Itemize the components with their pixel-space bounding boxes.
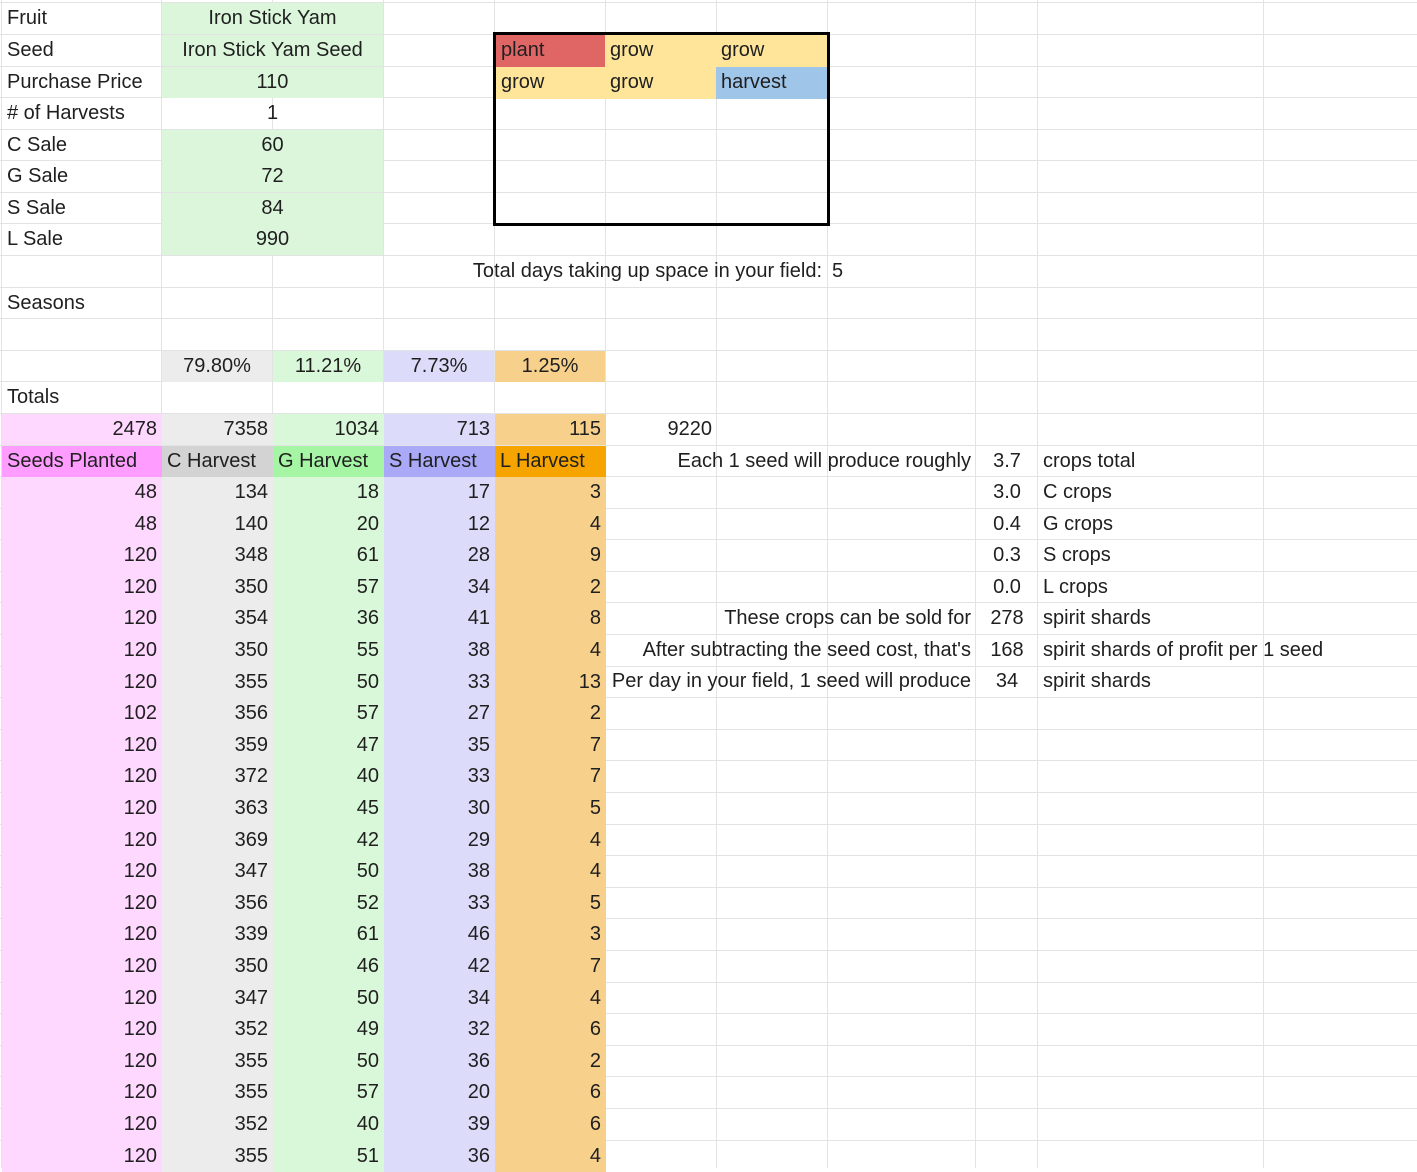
cell-seeds-planted[interactable]: 120 [2,951,162,983]
summary-value[interactable]: 278 [990,607,1024,629]
cell-price-value[interactable]: 110 [162,67,383,98]
summary-value[interactable]: 168 [990,639,1024,661]
totals-label[interactable]: Totals [7,386,60,408]
cell-c-harvest[interactable]: 356 [162,698,273,730]
cell-s-harvest[interactable]: 30 [384,793,495,825]
cell-s-harvest[interactable]: 27 [384,698,495,730]
cell-s-harvest[interactable]: 29 [384,825,495,856]
summary-unit[interactable]: L crops [1043,576,1108,598]
cell-g-harvest[interactable]: 40 [273,761,384,793]
cell-g-harvest[interactable]: 50 [273,1046,384,1077]
cell-g-harvest[interactable]: 36 [273,603,384,635]
cell-g-harvest[interactable]: 55 [273,635,384,667]
cell-s-harvest[interactable]: 35 [384,730,495,761]
cell-c-harvest[interactable]: 350 [162,635,273,667]
cell-s-harvest[interactable]: 36 [384,1141,495,1172]
cell-s-harvest[interactable]: 17 [384,477,495,509]
cell-seeds-planted[interactable]: 120 [2,761,162,793]
cell-g-harvest[interactable]: 45 [273,793,384,825]
cell-g-sale-label[interactable]: G Sale [7,165,69,187]
cell-c-harvest[interactable]: 355 [162,667,273,698]
cell-c-harvest[interactable]: 347 [162,983,273,1014]
cell-s-harvest[interactable]: 38 [384,635,495,667]
summary-value[interactable]: 34 [995,670,1019,692]
cell-l-sale-label[interactable]: L Sale [7,228,63,250]
cell-seeds-planted[interactable]: 120 [2,572,162,603]
cell-c-harvest[interactable]: 339 [162,919,273,951]
cell-s-harvest[interactable]: 42 [384,951,495,983]
cell-l-harvest[interactable]: 5 [495,793,606,825]
calendar-cell-grow[interactable]: grow [496,67,605,99]
cell-fruit-label[interactable]: Fruit [7,7,47,29]
percent-s[interactable]: 7.73% [384,351,494,382]
cell-c-harvest[interactable]: 352 [162,1109,273,1141]
cell-c-harvest[interactable]: 355 [162,1046,273,1077]
cell-l-sale-value[interactable]: 990 [162,224,383,255]
cell-seeds-planted[interactable]: 120 [2,635,162,667]
cell-g-harvest[interactable]: 49 [273,1014,384,1046]
cell-c-sale-value[interactable]: 60 [162,130,383,161]
cell-l-harvest[interactable]: 6 [495,1077,606,1109]
cell-s-harvest[interactable]: 46 [384,919,495,951]
cell-s-harvest[interactable]: 20 [384,1077,495,1109]
cell-l-harvest[interactable]: 7 [495,761,606,793]
cell-l-harvest[interactable]: 4 [495,509,606,540]
summary-unit[interactable]: C crops [1043,481,1112,503]
percent-l[interactable]: 1.25% [495,351,605,382]
cell-l-harvest[interactable]: 4 [495,1141,606,1172]
header-seeds-planted[interactable]: Seeds Planted [2,446,162,477]
cell-seed-value[interactable]: Iron Stick Yam Seed [162,35,383,66]
summary-label[interactable]: Per day in your field, 1 seed will produce [611,670,971,692]
percent-g[interactable]: 11.21% [273,351,383,382]
cell-seed-label[interactable]: Seed [7,39,54,61]
calendar-cell-plant[interactable]: plant [496,35,605,67]
cell-s-harvest[interactable]: 41 [384,603,495,635]
cell-c-sale-label[interactable]: C Sale [7,134,68,156]
cell-l-harvest[interactable]: 2 [495,572,606,603]
percent-c[interactable]: 79.80% [162,351,272,382]
calendar-cell-harvest[interactable]: harvest [716,67,827,99]
header-l-harvest[interactable]: L Harvest [495,446,606,477]
cell-harvests-label[interactable]: # of Harvests [7,102,125,124]
cell-seeds-planted[interactable]: 120 [2,540,162,572]
summary-label[interactable]: Each 1 seed will produce roughly [677,450,971,472]
cell-s-harvest[interactable]: 33 [384,888,495,919]
summary-value[interactable]: 0.3 [993,544,1021,566]
calendar-cell-grow[interactable]: grow [605,67,716,99]
cell-g-harvest[interactable]: 50 [273,856,384,888]
cell-c-harvest[interactable]: 359 [162,730,273,761]
cell-l-harvest[interactable]: 7 [495,951,606,983]
cell-seeds-planted[interactable]: 120 [2,983,162,1014]
seasons-label[interactable]: Seasons [7,292,85,314]
total-s[interactable]: 713 [384,414,495,445]
cell-l-harvest[interactable]: 6 [495,1014,606,1046]
cell-l-harvest[interactable]: 6 [495,1109,606,1141]
calendar-cell-grow[interactable]: grow [716,35,827,67]
cell-g-harvest[interactable]: 47 [273,730,384,761]
header-s-harvest[interactable]: S Harvest [384,446,495,477]
cell-g-harvest[interactable]: 57 [273,1077,384,1109]
summary-unit[interactable]: spirit shards [1043,670,1151,692]
cell-seeds-planted[interactable]: 120 [2,1014,162,1046]
summary-label[interactable] [606,572,976,603]
cell-c-harvest[interactable]: 347 [162,856,273,888]
cell-s-harvest[interactable]: 36 [384,1046,495,1077]
summary-unit[interactable]: crops total [1043,450,1136,472]
cell-l-harvest[interactable]: 2 [495,698,606,730]
cell-s-sale-label[interactable]: S Sale [7,197,66,219]
cell-c-harvest[interactable]: 369 [162,825,273,856]
cell-seeds-planted[interactable]: 120 [2,793,162,825]
summary-unit[interactable]: spirit shards [1043,607,1151,629]
cell-s-harvest[interactable]: 33 [384,761,495,793]
growth-calendar-border [493,32,830,226]
cell-c-harvest[interactable]: 372 [162,761,273,793]
cell-l-harvest[interactable]: 2 [495,1046,606,1077]
cell-g-harvest[interactable]: 40 [273,1109,384,1141]
cell-seeds-planted[interactable]: 120 [2,825,162,856]
total-l[interactable]: 115 [495,414,606,445]
cell-c-harvest[interactable]: 140 [162,509,273,540]
cell-l-harvest[interactable]: 5 [495,888,606,919]
summary-unit[interactable]: spirit shards of profit per 1 seed [1043,639,1324,661]
cell-l-harvest[interactable]: 3 [495,919,606,951]
cell-seeds-planted[interactable]: 120 [2,888,162,919]
summary-unit[interactable]: S crops [1043,544,1111,566]
cell-c-harvest[interactable]: 354 [162,603,273,635]
cell-seeds-planted[interactable]: 120 [2,919,162,951]
cell-g-harvest[interactable]: 51 [273,1141,384,1172]
cell-harvests-value[interactable]: 1 [266,102,279,124]
cell-g-harvest[interactable]: 42 [273,825,384,856]
cell-c-harvest[interactable]: 350 [162,572,273,603]
cell-l-harvest[interactable]: 4 [495,983,606,1014]
cell-seeds-planted[interactable]: 120 [2,730,162,761]
calendar-cell-grow[interactable]: grow [605,35,716,67]
cell-g-harvest[interactable]: 20 [273,509,384,540]
cell-s-harvest[interactable]: 33 [384,667,495,698]
grand-total[interactable]: 9220 [667,418,712,440]
cell-c-harvest[interactable]: 350 [162,951,273,983]
cell-c-harvest[interactable]: 134 [162,477,273,509]
summary-label[interactable] [606,540,976,571]
cell-c-harvest[interactable]: 355 [162,1141,273,1172]
cell-l-harvest[interactable]: 3 [495,477,606,509]
summary-label[interactable]: These crops can be sold for [724,607,971,629]
total-g[interactable]: 1034 [273,414,384,445]
summary-label[interactable] [606,509,976,540]
cell-seeds-planted[interactable]: 120 [2,856,162,888]
days-in-field-value[interactable]: 5 [832,260,844,282]
cell-l-harvest[interactable]: 8 [495,603,606,635]
cell-s-harvest[interactable]: 34 [384,983,495,1014]
cell-s-harvest[interactable]: 12 [384,509,495,540]
cell-l-harvest[interactable]: 4 [495,635,606,667]
cell-l-harvest[interactable]: 4 [495,825,606,856]
summary-unit[interactable]: G crops [1043,513,1114,535]
cell-g-harvest[interactable]: 52 [273,888,384,919]
cell-seeds-planted[interactable]: 120 [2,603,162,635]
cell-g-sale-value[interactable]: 72 [162,161,383,192]
cell-c-harvest[interactable]: 352 [162,1014,273,1046]
summary-value[interactable]: 0.0 [993,576,1021,598]
cell-c-harvest[interactable]: 348 [162,540,273,572]
cell-seeds-planted[interactable]: 120 [2,1077,162,1109]
total-seeds[interactable]: 2478 [2,414,162,445]
summary-label[interactable]: After subtracting the seed cost, that's [642,639,971,661]
summary-value[interactable]: 0.4 [993,513,1021,535]
cell-fruit-value[interactable]: Iron Stick Yam [162,3,383,34]
cell-c-harvest[interactable]: 363 [162,793,273,825]
cell-g-harvest[interactable]: 50 [273,983,384,1014]
cell-l-harvest[interactable]: 4 [495,856,606,888]
cell-g-harvest[interactable]: 50 [273,667,384,698]
cell-s-harvest[interactable]: 28 [384,540,495,572]
cell-price-label[interactable]: Purchase Price [7,71,143,93]
cell-seeds-planted[interactable]: 120 [2,1109,162,1141]
cell-s-harvest[interactable]: 39 [384,1109,495,1141]
cell-l-harvest[interactable]: 13 [495,667,606,698]
cell-l-harvest[interactable]: 9 [495,540,606,572]
cell-seeds-planted[interactable]: 48 [2,477,162,509]
cell-c-harvest[interactable]: 356 [162,888,273,919]
days-in-field-label[interactable]: Total days taking up space in your field: [472,260,822,282]
cell-s-harvest[interactable]: 34 [384,572,495,603]
cell-seeds-planted[interactable]: 120 [2,1046,162,1077]
summary-label[interactable] [606,477,976,508]
cell-g-harvest[interactable]: 57 [273,698,384,730]
cell-l-harvest[interactable]: 7 [495,730,606,761]
total-c[interactable]: 7358 [162,414,273,445]
cell-g-harvest[interactable]: 57 [273,572,384,603]
cell-s-harvest[interactable]: 32 [384,1014,495,1046]
cell-s-sale-value[interactable]: 84 [162,193,383,224]
header-c-harvest[interactable]: C Harvest [162,446,273,477]
cell-seeds-planted[interactable]: 120 [2,1141,162,1172]
cell-seeds-planted[interactable]: 102 [2,698,162,730]
cell-s-harvest[interactable]: 38 [384,856,495,888]
cell-g-harvest[interactable]: 18 [273,477,384,509]
cell-g-harvest[interactable]: 61 [273,540,384,572]
cell-seeds-planted[interactable]: 48 [2,509,162,540]
summary-value[interactable]: 3.7 [993,450,1021,472]
summary-value[interactable]: 3.0 [993,481,1021,503]
cell-seeds-planted[interactable]: 120 [2,667,162,698]
cell-c-harvest[interactable]: 355 [162,1077,273,1109]
cell-g-harvest[interactable]: 61 [273,919,384,951]
cell-g-harvest[interactable]: 46 [273,951,384,983]
header-g-harvest[interactable]: G Harvest [273,446,384,477]
